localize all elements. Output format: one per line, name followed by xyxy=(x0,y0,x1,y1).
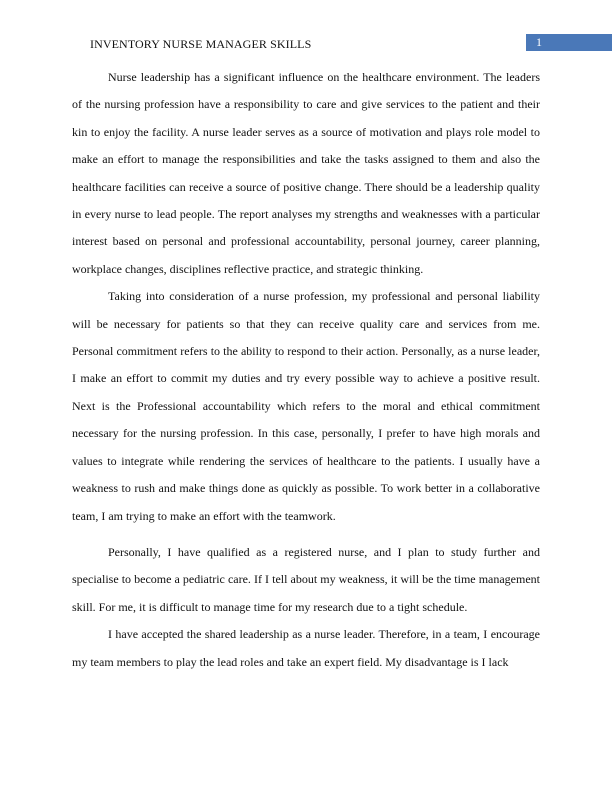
page-number-badge xyxy=(526,34,612,51)
page-number: 1 xyxy=(536,35,542,49)
paragraph-shared-leadership: I have accepted the shared leadership as a nurse leader. Therefore, in a team, I encourage my team members to play the lead roles and take an expert field. My disadvantage is I lack xyxy=(72,627,540,669)
document-body xyxy=(72,64,540,676)
paragraph-personal-journey: Personally, I have qualified as a registered nurse, and I plan to study further and specialise to become a pediatric care. If I tell about my weakness, it will be the time management skill. For me, it is difficult to manage time for my research due to a tight schedule. xyxy=(72,544,540,614)
paragraph-accountability: Taking into consideration of a nurse profession, my professional and personal liability will be necessary for patients so that they can receive quality care and services from me. Personal commitment refers to the ability to respond to their action. Personally, as a nurse leader, I make an effort to commit my duties and try every possible way to achieve a positive result. Next is the Professional accountability which refers to the moral and ethical commitment necessary for the nursing profession. In this case, personally, I prefer to have high morals and values to integrate while rendering the services of healthcare to the patients. I usually have a weakness to rush and make things done as quickly as possible. To work better in a collaborative team, I am trying to make an effort with the teamwork. xyxy=(72,289,540,523)
paragraph-intro: Nurse leadership has a significant influence on the healthcare environment. The leaders of the nursing profession have a responsibility to care and give services to the patient and their kin to enjoy the facility. A nurse leader serves as a source of motivation and plays role model to make an effort to manage the responsibilities and take the tasks assigned to them and also the healthcare facilities can receive a source of positive change. There should be a leadership quality in every nurse to lead people. The report analyses my strengths and weaknesses with a particular interest based on personal and professional accountability, personal journey, career planning, workplace changes, disciplines reflective practice, and strategic thinking. xyxy=(72,70,540,276)
running-header-title: INVENTORY NURSE MANAGER SKILLS xyxy=(90,37,312,51)
